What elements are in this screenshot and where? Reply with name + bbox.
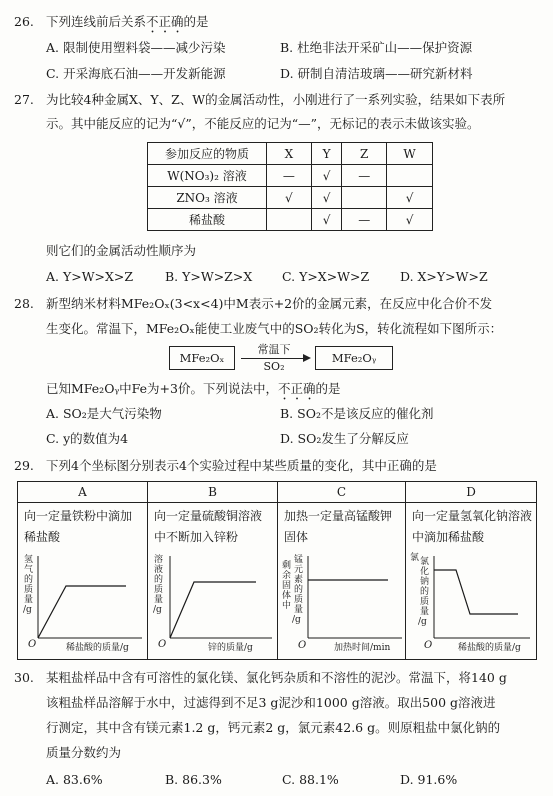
table-cell: √ <box>387 187 433 209</box>
graph-d-ylabel-6: 量 <box>420 607 430 617</box>
q27-reaction-table <box>147 142 433 231</box>
table-header-cell: Z <box>342 143 387 165</box>
graph-c-plot <box>278 552 406 658</box>
table-cell: ZNO₃ 溶液 <box>148 187 267 209</box>
graph-col-desc: 向一定量氢氧化钠溶液中滴加稀盐酸 <box>412 509 533 544</box>
graph-col-desc: 向一定量硫酸铜溶液中不断加入锌粉 <box>154 509 263 544</box>
q26-option-c: C. 开采海底石油——开发新能源 <box>46 66 226 81</box>
graph-a-origin: O <box>28 639 37 650</box>
table-cell: √ <box>267 187 312 209</box>
graph-c-ylabel2-2: 余 <box>282 571 292 581</box>
graph-c-ylabel-3: 素 <box>294 575 304 585</box>
graph-c-ylabel2-3: 固 <box>282 581 292 591</box>
graph-col-letter: C <box>278 482 405 503</box>
q26-option-b: B. 杜绝非法开采矿山——保护资源 <box>280 40 473 55</box>
q30-option-c: C. 88.1% <box>282 772 339 787</box>
q28-stem-line2: 生变化。常温下，MFe₂Oₓ能使工业废气中的SO₂转化为S，转化流程如下图所示： <box>46 321 503 336</box>
graph-col-c <box>278 482 406 659</box>
graph-b-ylabel-5: 量 <box>154 595 164 605</box>
graph-a-ylabel-1: 氢 <box>24 555 34 565</box>
q28-flow-diagram <box>169 343 395 373</box>
graph-col-letter: A <box>18 482 147 503</box>
table-header-row <box>148 143 433 165</box>
graph-col-letter: D <box>406 482 536 503</box>
graph-a-ylabel-3: 的 <box>24 575 34 585</box>
q27-stem-line2: 示。其中能反应的记为“√”，不能反应的记为“—”，无标记的表示未做该实验。 <box>46 116 480 131</box>
graph-c-ylabel-7: /g <box>292 615 301 625</box>
q30-line2: 该粗盐样品溶解于水中，过滤得到不足3 g泥沙和1000 g溶液。取出500 g溶液进 <box>46 695 496 710</box>
graph-b-plot <box>148 552 278 658</box>
table-header-cell: X <box>267 143 312 165</box>
q28-stem-line1: 新型纳米材料MFe₂Oₓ(3<x<4)中M表示+2价的金属元素，在反应中化合价不发 <box>46 296 493 311</box>
q30-line4: 质量分数约为 <box>46 745 122 760</box>
graph-c-ylabel2-1: 剩 <box>282 561 292 571</box>
q26-stem <box>46 14 209 36</box>
graph-col-d <box>406 482 536 659</box>
q30-number: 30. <box>14 670 34 685</box>
q28-option-c: C. y的数值为4 <box>46 431 129 446</box>
graph-col-a <box>18 482 148 659</box>
q29-stem: 下列4个坐标图分别表示4个实验过程中某些质量的变化，其中正确的是 <box>46 458 437 473</box>
graph-a-ylabel-4: 质 <box>24 585 34 595</box>
table-row <box>148 209 433 231</box>
q28-after-b: 的是 <box>315 381 341 396</box>
graph-d-plot <box>406 552 536 658</box>
q28-option-d: D. SO₂发生了分解反应 <box>280 431 409 446</box>
graph-d-ylabel2-1: 氯 <box>410 553 420 563</box>
q26-option-d: D. 研制自清洁玻璃——研究新材料 <box>280 66 473 81</box>
table-cell <box>267 209 312 231</box>
q30-line3: 行测定，其中含有镁元素1.2 g，钙元素2 g，氯元素42.6 g。则原粗盐中氯化钠的 <box>46 720 501 735</box>
q29-number: 29. <box>14 458 34 473</box>
flow-box-product: MFe₂Oᵧ <box>315 346 393 370</box>
q26-stem-a: 下列连线前后关系 <box>46 14 147 29</box>
graph-c-ylabel-1: 锰 <box>294 555 304 565</box>
q28-after-a: 已知MFe₂Oᵧ中Fe为+3价。下列说法中， <box>46 381 278 396</box>
table-cell: 稀盐酸 <box>148 209 267 231</box>
graph-b-origin: O <box>158 639 167 650</box>
flow-condition-bottom: SO₂ <box>263 360 285 373</box>
q30-option-b: B. 86.3% <box>165 772 222 787</box>
table-header-cell: Y <box>311 143 342 165</box>
graph-a-ylabel-5: 量 <box>24 595 34 605</box>
graph-col-desc: 加热一定量高锰酸钾固体 <box>284 509 393 544</box>
q27-option-a: A. Y>W>X>Z <box>46 269 134 284</box>
q26-stem-b: 的是 <box>183 14 209 29</box>
graph-d-origin: O <box>424 640 433 651</box>
graph-a-ylabel-6: /g <box>23 605 32 615</box>
graph-col-letter: B <box>148 482 277 503</box>
q27-stem-line1: 为比较4种金属X、Y、Z、W的金属活动性，小刚进行了一系列实验，结果如下表所 <box>46 92 506 107</box>
table-header-cell: 参加反应的物质 <box>148 143 267 165</box>
table-cell <box>387 165 433 187</box>
graph-c-ylabel2-5: 中 <box>282 601 292 611</box>
table-cell: √ <box>311 165 342 187</box>
q27-option-c: C. Y>X>W>Z <box>282 269 370 284</box>
graph-a-ylabel-2: 气 <box>24 565 34 575</box>
q27-option-b: B. Y>W>Z>X <box>165 269 253 284</box>
graph-d-ylabel-2: 化 <box>420 567 430 577</box>
q30-option-d: D. 91.6% <box>400 772 458 787</box>
q28-after-emphasis: 不正确 <box>277 381 316 396</box>
q29-graph-grid <box>17 481 537 660</box>
graph-d-ylabel-3: 钠 <box>420 577 430 587</box>
graph-a-xlabel: 稀盐酸的质量/g <box>66 643 129 653</box>
q30-option-a: A. 83.6% <box>46 772 103 787</box>
table-cell: √ <box>311 187 342 209</box>
table-cell: — <box>342 209 387 231</box>
graph-d-curve <box>434 570 518 614</box>
q27-option-d: D. X>Y>W>Z <box>400 269 488 284</box>
table-cell <box>342 187 387 209</box>
graph-b-ylabel-3: 的 <box>154 575 164 585</box>
flow-arrow-line <box>241 358 305 359</box>
q26-stem-emphasis: 不正确 <box>146 14 184 29</box>
graph-a-curve <box>38 586 126 638</box>
q28-number: 28. <box>14 296 34 311</box>
table-header-cell: W <box>387 143 433 165</box>
flow-box-reactant: MFe₂Oₓ <box>169 346 235 370</box>
table-cell: W(NO₃)₂ 溶液 <box>148 165 267 187</box>
graph-d-ylabel-5: 质 <box>420 597 430 607</box>
table-row <box>148 165 433 187</box>
graph-c-ylabel-2: 元 <box>294 565 304 575</box>
graph-d-ylabel-1: 氯 <box>420 557 430 567</box>
q28-option-b: B. SO₂不是该反应的催化剂 <box>280 406 434 421</box>
table-cell: √ <box>311 209 342 231</box>
q26-option-a: A. 限制使用塑料袋——减少污染 <box>46 40 226 55</box>
graph-col-b <box>148 482 278 659</box>
q30-line1: 某粗盐样品中含有可溶性的氯化镁、氯化钙杂质和不溶性的泥沙。常温下，将140 g <box>46 670 507 685</box>
table-row <box>148 187 433 209</box>
q26-number: 26. <box>14 14 34 29</box>
graph-b-curve <box>170 582 256 638</box>
graph-b-xlabel: 锌的质量/g <box>208 643 253 653</box>
graph-c-origin: O <box>298 640 307 651</box>
q28-after <box>46 381 341 403</box>
graph-a-plot <box>18 552 148 658</box>
table-cell: √ <box>387 209 433 231</box>
graph-c-xlabel: 加热时间/min <box>334 643 391 653</box>
graph-d-ylabel-4: 的 <box>420 587 430 597</box>
graph-d-ylabel-7: /g <box>418 617 427 627</box>
graph-c-ylabel2-4: 体 <box>282 591 292 601</box>
graph-c-ylabel-4: 的 <box>294 585 304 595</box>
graph-b-ylabel-4: 质 <box>154 585 164 595</box>
graph-col-desc: 向一定量铁粉中滴加稀盐酸 <box>24 509 133 544</box>
graph-b-ylabel-2: 液 <box>154 565 164 575</box>
graph-d-xlabel: 稀盐酸的质量/g <box>458 643 521 653</box>
q28-option-a: A. SO₂是大气污染物 <box>46 406 162 421</box>
q27-after: 则它们的金属活动性顺序为 <box>46 243 197 258</box>
graph-c-ylabel-6: 量 <box>294 605 304 615</box>
graph-c-ylabel-5: 质 <box>294 595 304 605</box>
table-cell: — <box>342 165 387 187</box>
graph-b-ylabel-1: 溶 <box>154 555 164 565</box>
table-cell: — <box>267 165 312 187</box>
flow-condition-top: 常温下 <box>257 343 291 356</box>
q27-number: 27. <box>14 92 34 107</box>
graph-b-ylabel-6: /g <box>153 605 162 615</box>
